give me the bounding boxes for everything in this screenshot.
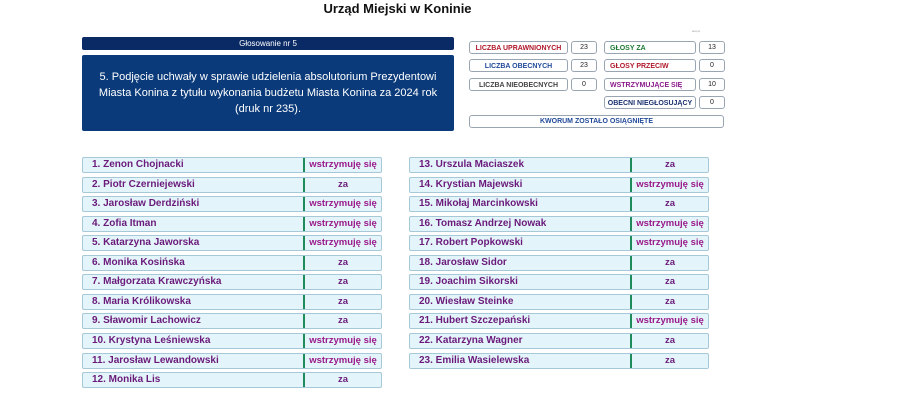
vote-number-header: Głosowanie nr 5 <box>82 37 454 50</box>
councillor-name: 3. Jarosław Derdziński <box>83 197 305 211</box>
stat-wstrzymujace-value: 10 <box>699 78 725 91</box>
councillor-name: 10. Krystyna Leśniewska <box>83 334 305 348</box>
councillor-name: 4. Zofia Itman <box>83 217 305 231</box>
councillor-name: 20. Wiesław Steinke <box>410 295 632 309</box>
councillor-name: 13. Urszula Maciaszek <box>410 158 632 172</box>
stat-wstrzymujace-label: WSTRZYMUJĄCE SIĘ <box>604 78 696 91</box>
councillor-vote: za <box>664 198 676 210</box>
councillor-row <box>409 177 709 193</box>
councillor-row <box>82 157 382 173</box>
councillor-name: 23. Emilia Wasielewska <box>410 354 632 368</box>
councillor-row <box>82 235 382 251</box>
councillor-row <box>409 255 709 271</box>
councillor-row <box>409 313 709 329</box>
councillor-vote: za <box>664 256 676 268</box>
councillor-name: 5. Katarzyna Jaworska <box>83 236 305 250</box>
stat-za-value: 13 <box>699 41 725 54</box>
councillor-name: 19. Joachim Sikorski <box>410 275 632 289</box>
tiny-label: aos.pl <box>692 29 701 33</box>
councillor-vote: za <box>337 178 349 190</box>
councillor-row <box>82 353 382 369</box>
councillor-vote: za <box>664 334 676 346</box>
councillor-vote: wstrzymuję się <box>636 217 704 229</box>
stat-nieglosujacy-label: OBECNI NIEGŁOSUJĄCY <box>604 96 696 109</box>
page-title: Urząd Miejski w Koninie <box>323 1 472 16</box>
stat-nieobecnych-label: LICZBA NIEOBECNYCH <box>469 78 568 91</box>
councillor-vote: za <box>664 159 676 170</box>
councillor-row <box>82 372 382 388</box>
stat-obecnych-value: 23 <box>571 59 597 72</box>
councillor-vote: wstrzymuję się <box>309 217 377 229</box>
councillor-row <box>82 196 382 212</box>
councillor-vote: wstrzymuję się <box>309 334 377 346</box>
councillor-row <box>409 216 709 232</box>
councillor-name: 11. Jarosław Lewandowski <box>83 354 305 368</box>
councillor-name: 1. Zenon Chojnacki <box>83 158 305 172</box>
councillor-vote: wstrzymuję się <box>636 178 704 190</box>
councillor-vote: wstrzymuję się <box>636 315 704 327</box>
councillor-name: 16. Tomasz Andrzej Nowak <box>410 217 632 231</box>
councillor-row <box>409 196 709 212</box>
councillor-vote: wstrzymuję się <box>309 354 377 366</box>
vote-topic <box>82 55 454 131</box>
councillor-vote: wstrzymuję się <box>309 237 377 249</box>
councillor-row <box>82 313 382 329</box>
councillor-name: 9. Sławomir Lachowicz <box>83 314 305 328</box>
councillor-vote: za <box>337 295 349 307</box>
vote-topic-text: 5. Podjęcie uchwały w sprawie udzielenia absolutorium Prezydentowi Miasta Konina z tytułu wykonania budżetu Miasta Konina za 2024 rok (druk nr 235). <box>98 71 438 115</box>
councillor-name: 15. Mikołaj Marcinkowski <box>410 197 632 211</box>
councillor-row <box>409 353 709 369</box>
councillor-vote: za <box>337 256 349 268</box>
councillor-row <box>82 333 382 349</box>
councillor-vote: wstrzymuję się <box>636 237 704 249</box>
councillor-vote: za <box>664 276 676 288</box>
stat-nieglosujacy-value: 0 <box>699 96 725 109</box>
councillor-name: 21. Hubert Szczepański <box>410 314 632 328</box>
councillor-name: 6. Monika Kosińska <box>83 256 305 270</box>
councillor-row <box>82 255 382 271</box>
stat-nieobecnych-value: 0 <box>571 78 597 91</box>
councillor-name: 2. Piotr Czerniejewski <box>83 178 305 192</box>
stat-przeciw-value: 0 <box>699 59 725 72</box>
councillor-name: 22. Katarzyna Wagner <box>410 334 632 348</box>
councillor-vote: za <box>337 276 349 288</box>
councillor-row <box>409 333 709 349</box>
councillor-row <box>409 157 709 173</box>
stat-uprawnionych-value: 23 <box>571 41 597 54</box>
councillor-vote: za <box>664 295 676 307</box>
councillor-vote: wstrzymuję się <box>309 159 377 170</box>
stat-obecnych-label: LICZBA OBECNYCH <box>469 59 568 72</box>
councillor-row <box>409 294 709 310</box>
councillor-row <box>409 274 709 290</box>
councillor-row <box>82 294 382 310</box>
councillor-vote: za <box>337 315 349 327</box>
councillor-name: 17. Robert Popkowski <box>410 236 632 250</box>
councillor-name: 7. Małgorzata Krawczyńska <box>83 275 305 289</box>
councillor-name: 14. Krystian Majewski <box>410 178 632 192</box>
stat-za-label: GŁOSY ZA <box>604 41 696 54</box>
councillor-vote: za <box>337 374 349 386</box>
councillor-name: 12. Monika Lis <box>83 373 305 387</box>
councillor-row <box>82 177 382 193</box>
councillor-row <box>409 235 709 251</box>
councillor-name: 18. Jarosław Sidor <box>410 256 632 270</box>
stat-przeciw-label: GŁOSY PRZECIW <box>604 59 696 72</box>
councillor-row <box>82 216 382 232</box>
councillor-vote: wstrzymuję się <box>309 198 377 210</box>
councillor-vote: za <box>664 354 676 366</box>
councillor-name: 8. Maria Królikowska <box>83 295 305 309</box>
quorum-status: KWORUM ZOSTAŁO OSIĄGNIĘTE <box>469 115 724 128</box>
councillor-row <box>82 274 382 290</box>
stat-uprawnionych-label: LICZBA UPRAWNIONYCH <box>469 41 568 54</box>
